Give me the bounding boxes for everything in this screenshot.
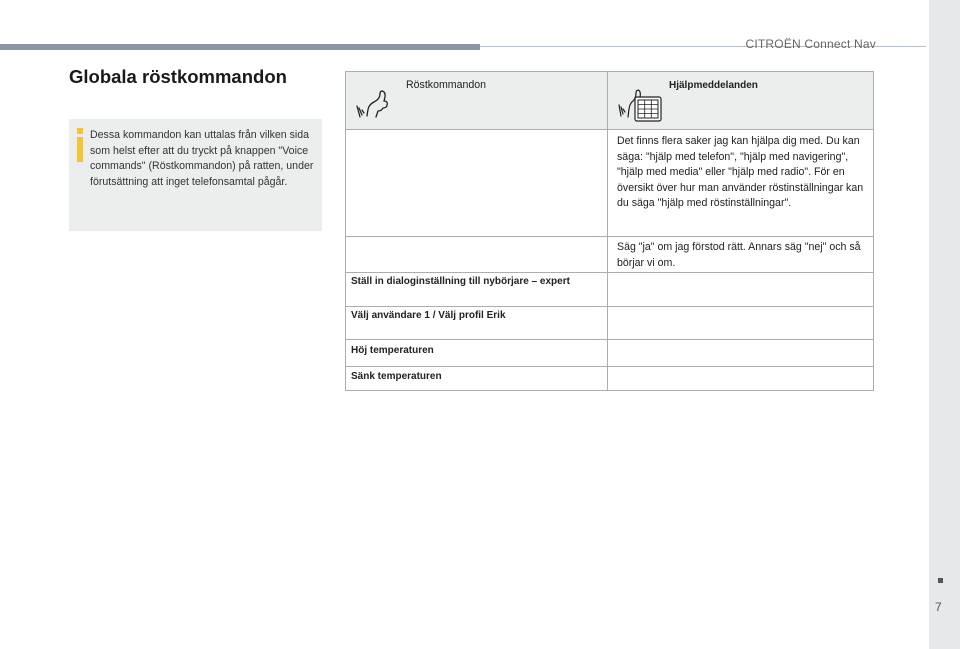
info-box bbox=[69, 119, 322, 231]
command-cell: Sänk temperaturen bbox=[351, 371, 442, 382]
help-message-icon bbox=[618, 87, 664, 123]
column-divider bbox=[607, 72, 608, 390]
brand-header: CITROËN Connect Nav bbox=[745, 37, 876, 51]
page-marker bbox=[938, 578, 943, 583]
header-col1-label: Röstkommandon bbox=[406, 79, 487, 91]
voice-commands-table bbox=[345, 71, 874, 391]
page-side-strip bbox=[929, 0, 960, 649]
command-cell: Höj temperaturen bbox=[351, 345, 434, 356]
table-row bbox=[346, 272, 873, 306]
info-text: Dessa kommandon kan uttalas från vilken sida som helst efter att du tryckt på knappen "Voice commands" (Röstkommandon) på ratten, under förutsättning att inget telefonsamtal pågår. bbox=[90, 129, 314, 188]
help-cell: Säg "ja" om jag förstod rätt. Annars säg "nej" och så börjar vi om. bbox=[617, 241, 861, 269]
header-col2-label: Hjälpmeddelanden bbox=[669, 80, 758, 91]
command-cell: Välj användare 1 / Välj profil Erik bbox=[351, 310, 506, 321]
voice-command-icon bbox=[356, 89, 390, 119]
table-row bbox=[346, 306, 873, 339]
table-header-row bbox=[346, 72, 873, 129]
command-cell: Ställ in dialoginställning till nybörjare – expert bbox=[351, 276, 570, 287]
table-row bbox=[346, 236, 873, 272]
info-icon bbox=[76, 128, 83, 162]
help-cell: Det finns flera saker jag kan hjälpa dig med. Du kan säga: "hjälp med telefon", "hjälp med navigering", "hjälp med media" eller "hjälp med radio". För en översikt över hur man använder röstinställningar kan du säga "hjälp med röstinställningar". bbox=[617, 135, 864, 209]
page-number: 7 bbox=[935, 600, 942, 614]
table-row bbox=[346, 339, 873, 366]
header-accent-bar bbox=[0, 44, 480, 50]
section-title: Globala röstkommandon bbox=[69, 66, 287, 87]
table-row bbox=[346, 129, 873, 236]
table-row bbox=[346, 366, 873, 390]
